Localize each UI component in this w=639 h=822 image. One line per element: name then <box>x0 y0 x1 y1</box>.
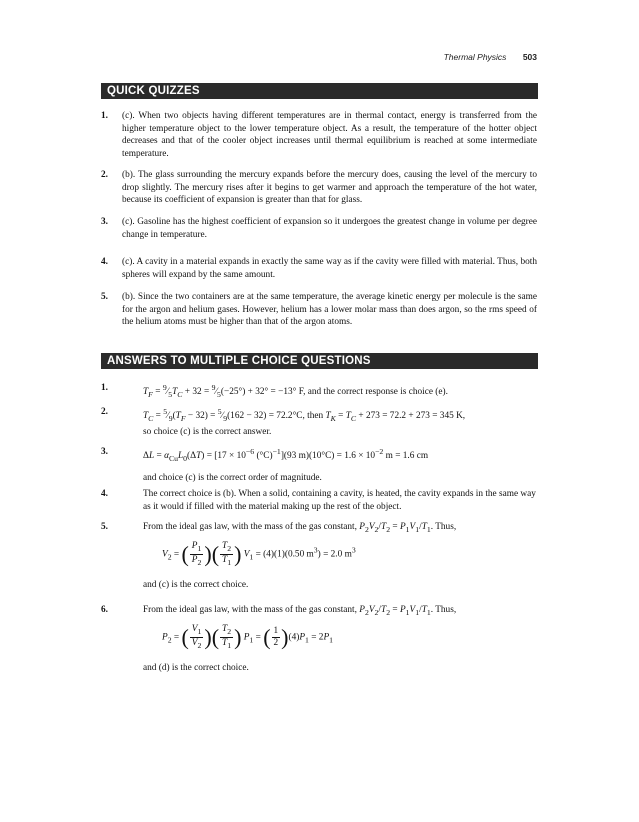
quiz-number: 1. <box>101 111 108 121</box>
mcq-answer-2 <box>101 406 537 438</box>
quiz-item-1 <box>101 110 537 160</box>
mcq-answer-3 <box>101 446 537 484</box>
answer-text: and the correct response is choice (e). <box>307 387 448 398</box>
answer-text: and (c) is the correct choice. <box>143 580 249 590</box>
quiz-item-5 <box>101 291 537 329</box>
celsius-equation: $T_C$ = $^5⁄_9(T_F - 32)$ = $^5⁄_9(162 - 32) = 72.2^\circ C$, then $T_K = T_C + 273 = 72.2 + 273 = 345$ K, <box>143 407 466 423</box>
mcq-answer-6 <box>101 604 537 619</box>
quiz-answer: (b). Since the two containers are at the same temperature, the average kinetic energy per molecule is the same for the argon and helium gases. However, helium has a lower molar mass than does argon, so the rms speed of the helium atoms must be higher than that of the argon atoms. <box>122 292 537 328</box>
ideal-gas-intro: From the ideal gas law, with the mass of the gas constant, $P_2V_2/T_2 = P_1V_1/T_1$. Thus, <box>143 522 457 534</box>
volume-equation: $V_2$ = ( $\frac{P_1}{P_2}$ )( $\frac{T_2}{T_1}$ ) $V_1 = (4)(1)(0.50$ $m^3) = 2.0$ $m^3$ <box>162 541 356 567</box>
expansion-equation: $\Delta L = \alpha_{Cu}L_0(\Delta T) = [17 \times 10^{-6}$ $(^\circ C)^{-1}](93$ $m)(10^\circ C) = 1.6 \times 10^{-2}$ m = 1.6 cm <box>143 447 429 463</box>
answer-number: 1. <box>101 383 108 393</box>
answer-number: 4. <box>101 489 108 499</box>
answer-text: The correct choice is (b). When a solid, containing a cavity, is heated, the cavity expands in the same way as it would if filled with the material making up the rest of the object. <box>143 489 536 512</box>
quiz-answer: (b). The glass surrounding the mercury expands before the mercury does, causing the level of the mercury to drop slightly. The mercury rises after it begins to get warmer and approach the temperature of the hot water, because its coefficient of expansion is greater than that for glass. <box>122 170 537 206</box>
quiz-item-3 <box>101 216 537 241</box>
answer-text: and (d) is the correct choice. <box>143 663 249 673</box>
mcq-answer-4 <box>101 488 537 513</box>
section-title: Thermal Physics <box>443 52 507 62</box>
ideal-gas-intro: From the ideal gas law, with the mass of the gas constant, $P_2V_2/T_2 = P_1V_1/T_1$. Thus, <box>143 605 457 617</box>
page-number: 503 <box>522 52 537 62</box>
mcq-answer-1 <box>101 382 537 402</box>
intro-text: From the ideal gas law, with the mass of the gas constant, <box>143 522 357 532</box>
quiz-item-2 <box>101 169 537 207</box>
mcq-banner: ANSWERS TO MULTIPLE CHOICE QUESTIONS <box>101 353 538 369</box>
thus-word: Thus, <box>435 522 457 532</box>
quiz-number: 4. <box>101 257 108 267</box>
quiz-answer: (c). A cavity in a material expands in exactly the same way as if the cavity were filled with material. Thus, both spheres will expand by the same amount. <box>122 257 537 280</box>
quick-quizzes-banner: QUICK QUIZZES <box>101 83 538 99</box>
quiz-number: 5. <box>101 292 108 302</box>
pressure-equation: $P_2$ = ( $\frac{V_1}{V_2}$ )( $\frac{T_2}{T_1}$ ) $P_1$ = ( $\frac{1}{2}$ )$(4)P_1 = 2P_1$ <box>162 624 334 650</box>
answer-number: 3. <box>101 447 108 457</box>
answer-number: 5. <box>101 522 108 532</box>
intro-text: From the ideal gas law, with the mass of the gas constant, <box>143 605 357 615</box>
quiz-number: 2. <box>101 170 108 180</box>
running-head <box>444 52 537 62</box>
then-word: then <box>307 411 324 422</box>
thus-word: Thus, <box>435 605 457 615</box>
mcq-answer-5 <box>101 521 537 536</box>
quiz-item-4 <box>101 256 537 281</box>
quiz-number: 3. <box>101 217 108 227</box>
fahrenheit-equation: $T_F$ = $^9⁄_5T_C + 32$ = $^9⁄_5(-25^\circ) + 32^\circ = -13^\circ$ F, and the correct response is choice (e). <box>143 383 448 399</box>
quiz-answer: (c). When two objects having different temperatures are in thermal contact, energy is transferred from the higher temperature object to the lower temperature object. As a result, the temperature of the hotter object decreases and that of the cooler object increases until thermal equilibrium is reached at some intermediate temperature. <box>122 111 537 159</box>
answer-number: 2. <box>101 407 108 417</box>
answer-number: 6. <box>101 605 108 615</box>
answer-text: and choice (c) is the correct order of magnitude. <box>143 472 322 483</box>
quiz-answer: (c). Gasoline has the highest coefficient of expansion so it undergoes the greatest change in volume per degree change in temperature. <box>122 217 537 240</box>
answer-text: so choice (c) is the correct answer. <box>143 426 272 437</box>
